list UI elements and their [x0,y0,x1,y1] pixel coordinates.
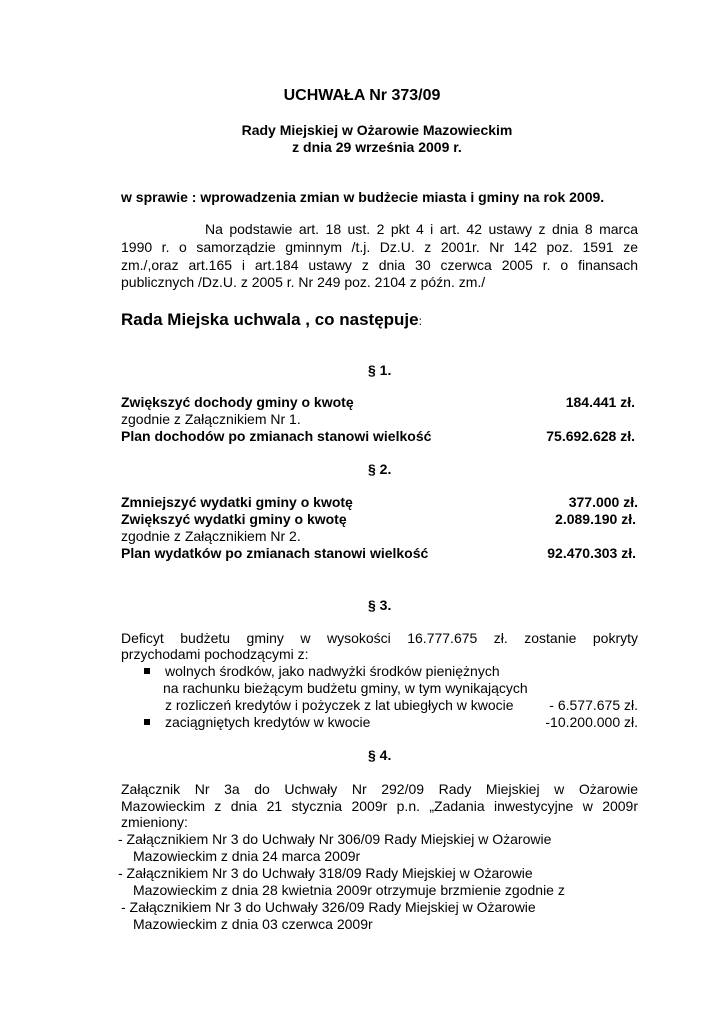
resolves-heading: Rada Miejska uchwala , co następuje: [121,310,422,329]
section-1-plan-amount: 75.692.628 zł. [546,428,635,444]
section-3-intro-line-1: Deficyt budżetu gminy w wysokości 16.777.675 zł. zostanie pokryty [121,630,638,646]
section-2-increase-amount: 2.089.190 zł. [555,511,636,527]
section-3-heading: § 3. [368,597,392,613]
section-2-annex-note: zgodnie z Załącznikiem Nr 2. [121,528,301,544]
section-3-item-1-amount: - 6.577.675 zł. [549,697,638,713]
bullet-1-icon [144,668,150,674]
bullet-2-icon [144,719,150,725]
section-4-change-2-line-1: - Załącznikiem Nr 3 do Uchwały 318/09 Rady Miejskiej w Ożarowie [118,865,533,881]
section-1-plan-label: Plan dochodów po zmianach stanowi wielkość [121,428,432,444]
section-3-item-1-line-2: na rachunku bieżącym budżetu gminy, w tym wynikających [163,680,528,696]
section-1-increase-income-label: Zwiększyć dochody gminy o kwotę [121,394,354,410]
section-2-plan-amount: 92.470.303 zł. [547,545,636,561]
legal-basis-line-3: zm./,oraz art.165 i art.184 ustawy z dnia 30 czerwca 2005 r. o finansach [121,257,638,273]
legal-basis-line-2: 1990 r. o samorządzie gminnym /t.j. Dz.U. z 2001r. Nr 142 poz. 1591 ze [121,239,638,255]
section-3-intro-line-2: przychodami pochodzącymi z: [121,646,309,662]
section-2-heading: § 2. [368,461,392,477]
section-2-decrease-amount: 377.000 zł. [568,494,638,510]
section-2-increase-label: Zwiększyć wydatki gminy o kwotę [121,511,347,527]
section-1-annex-note: zgodnie z Załącznikiem Nr 1. [121,411,301,427]
section-1-increase-income-amount: 184.441 zł. [565,394,635,410]
legal-basis-line-1: Na podstawie art. 18 ust. 2 pkt 4 i art. 42 ustawy z dnia 8 marca [205,221,638,237]
section-4-heading: § 4. [368,747,392,763]
section-4-intro-line-2: Mazowieckim z dnia 21 stycznia 2009r p.n. „Zadania inwestycyjne w 2009r [121,798,638,814]
resolution-title: UCHWAŁA Nr 373/09 [283,87,441,104]
section-4-change-3-line-2: Mazowieckim z dnia 03 czerwca 2009r [133,916,373,932]
section-3-item-2-amount: -10.200.000 zł. [545,714,638,730]
resolution-date: z dnia 29 września 2009 r. [292,139,462,155]
section-3-item-1-line-3: z rozliczeń kredytów i pożyczek z lat ubiegłych w kwocie [165,697,514,713]
section-4-change-1-line-1: - Załącznikiem Nr 3 do Uchwały Nr 306/09 Rady Miejskiej w Ożarowie [118,831,552,847]
section-4-change-2-line-2: Mazowieckim z dnia 28 kwietnia 2009r otrzymuje brzmienie zgodnie z [133,882,565,898]
council-name: Rady Miejskiej w Ożarowie Mazowieckim [241,122,513,138]
section-1-heading: § 1. [368,362,392,378]
legal-basis-line-4: publicznych /Dz.U. z 2005 r. Nr 249 poz. 2104 z późn. zm./ [121,274,486,290]
section-4-intro-line-3: zmieniony: [121,814,188,830]
section-4-change-1-line-2: Mazowieckim z dnia 24 marca 2009r [133,848,361,864]
section-2-plan-label: Plan wydatków po zmianach stanowi wielkość [121,545,429,561]
subject-line: w sprawie : wprowadzenia zmian w budżecie miasta i gminy na rok 2009. [121,189,605,205]
section-4-intro-line-1: Załącznik Nr 3a do Uchwały Nr 292/09 Rady Miejskiej w Ożarowie [121,781,638,797]
section-2-decrease-label: Zmniejszyć wydatki gminy o kwotę [121,494,353,510]
section-3-item-2-label: zaciągniętych kredytów w kwocie [165,714,371,730]
section-4-change-3-line-1: - Załącznikiem Nr 3 do Uchwały 326/09 Rady Miejskiej w Ożarowie [121,899,536,915]
section-3-item-1-line-1: wolnych środków, jako nadwyżki środków pieniężnych [165,663,500,679]
